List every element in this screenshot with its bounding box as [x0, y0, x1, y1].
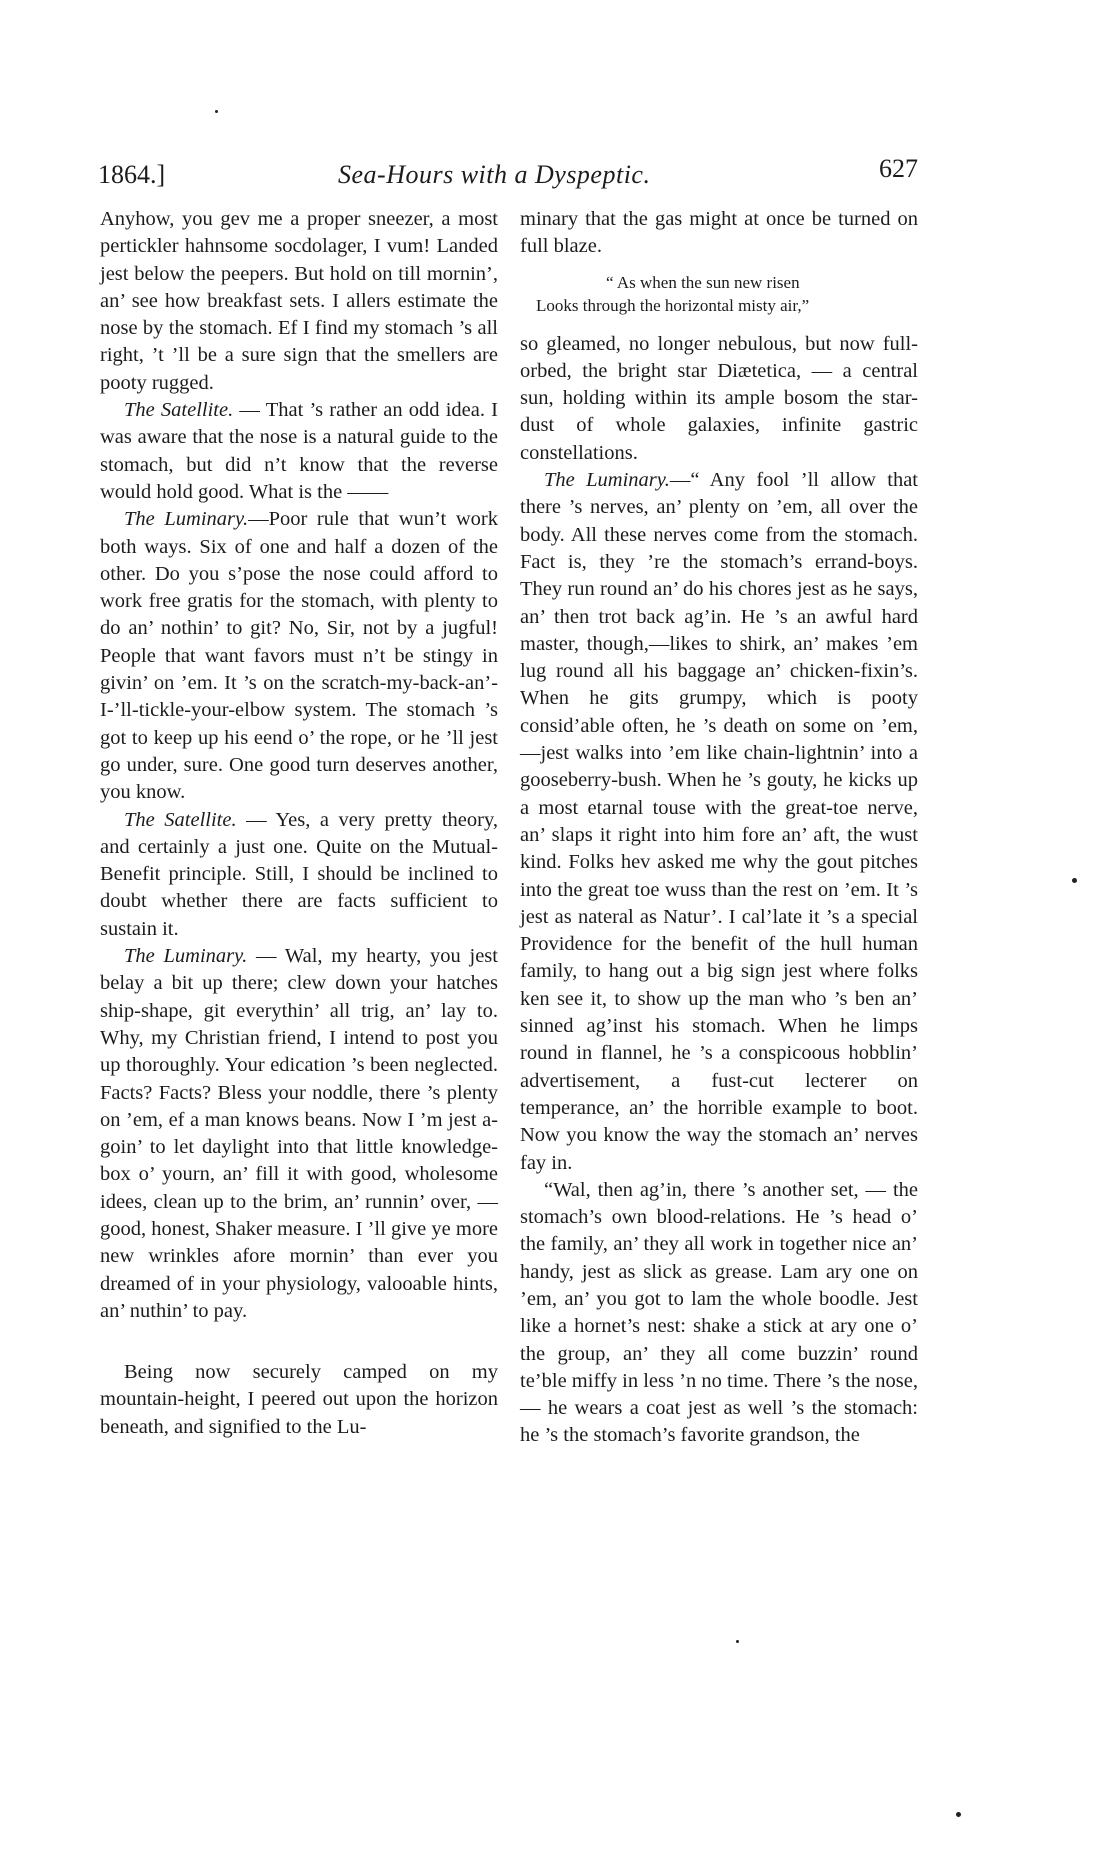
paragraph: “Wal, then ag’in, there ’s another set, — the stomach’s own blood-relations. He ’s head o’ the family, an’ they all work in together nice an’ handy, jest as slick as grease. Lam ary one on ’em, an’ you got to lam the whole boodle. Jest like a hornet’s nest: shake a stick at ary one o’ the group, an’ they all come buzzin’ round te’ble miffy in less ’n no time. There ’s the nose,— he wears a coat jest as well ’s the stomach: he ’s the stomach’s favorite grandson, the — [520, 1178, 918, 1447]
speaker-name: The Luminary. — [124, 508, 249, 531]
right-column — [520, 206, 918, 1450]
paragraph-text: —“ Any fool ’ll allow that there ’s nerves, an’ plenty on ’em, all over the body. All these nerves come from the stomach. Fact is, they ’re the stomach’s errand-boys. They run round an’ do his chores jest as he says, an’ then trot back ag’in. He ’s an awful hard master, though,—likes to shirk, an’ makes ’em lug round all his baggage an’ chicken-fixin’s. When he gits grumpy, which is pooty consid’able often, he ’s death on some on ’em, —jest walks into ’em like chain-lightnin’ into a gooseberry-bush. When he ’s gouty, he kicks up a most etarnal touse with the great-toe nerve, an’ slaps it right into him fore an’ aft, the wust kind. Folks hev asked me why the gout pitches into the great toe wuss than the rest on ’em. It ’s jest as nateral as Natur’. I cal’late it ’s a special Providence for the benefit of the hull human family, to hang out a big sign jest where folks ken see it, to show up the man who ’s ben an’ sinned ag’inst his stomach. When he limps round in flannel, he ’s a conspicoous hobblin’ advertisement, a fust-cut lecterer on temperance, an’ the horrible example to boot. Now you know the way the stomach an’ nerves fay in. — [520, 469, 918, 1174]
running-title: Sea-Hours with a Dyspeptic. — [338, 160, 651, 189]
paragraph-text: — Yes, a very pretty theory, and certainly a just one. Quite on the Mutual-Benefit principle. Still, I should be inclined to doubt whether there are facts sufficient to sustain it. — [100, 808, 498, 940]
speaker-name: The Luminary. — [544, 469, 670, 492]
paragraph: Being now securely camped on my mountain-height, I peered out upon the horizon beneath, and signified to the Lu- — [100, 1361, 498, 1438]
page-number: 627 — [879, 154, 918, 183]
paragraph: so gleamed, no longer nebulous, but now full-orbed, the bright star Diætetica, — a central sun, holding within its ample bosom the star-dust of whole galaxies, infinite gastric constellations. — [520, 332, 918, 464]
print-speck — [736, 1640, 739, 1643]
paragraph-text: — That ’s rather an odd idea. I was aware that the nose is a natural guide to the stomach, but did n’t know that the reverse would hold good. What is the —— — [100, 399, 498, 503]
paragraph-text: —Poor rule that wun’t work both ways. Six of one and half a dozen of the other. Do you s’pose the nose could afford to work free gratis for the stomach, with plenty to do an’ nothin’ to git? No, Sir, not by a jugful! People that want favors must n’t be stingy in givin’ on ’em. It ’s on the scratch-my-back-an’-I-’ll-tickle-your-elbow system. The stomach ’s got to keep up his eend o’ the rope, or he ’ll jest go under, sure. One good turn deserves another, you know. — [100, 508, 498, 804]
paragraph — [100, 943, 498, 1325]
paragraph — [100, 807, 498, 943]
paragraph — [100, 506, 498, 806]
quote-line: Looks through the horizontal misty air,” — [536, 295, 810, 315]
header-year: 1864.] — [98, 160, 166, 189]
print-speck — [215, 110, 218, 113]
print-speck — [1072, 878, 1077, 883]
speaker-name: The Satellite. — [124, 399, 234, 422]
quote-line: “ As when the sun new risen — [606, 272, 800, 292]
paragraph: Anyhow, you gev me a proper sneezer, a most pertickler hahnsome socdolager, I vum! Landed jest below the peepers. But hold on till mornin’, an’ see how breakfast sets. I allers estimate the nose by the stomach. Ef I find my stomach ’s all right, ’t ’ll be a sure sign that the smellers are pooty rugged. — [100, 208, 498, 394]
speaker-name: The Luminary. — [124, 945, 248, 968]
left-column — [100, 206, 498, 1441]
verse-quote — [520, 271, 918, 317]
paragraph — [520, 467, 918, 1177]
running-header — [98, 154, 918, 200]
paragraph — [100, 397, 498, 506]
speaker-name: The Satellite. — [124, 808, 237, 831]
paragraph-text: — Wal, my hearty, you jest belay a bit up there; clew down your hatches ship-shape, git everythin’ all trig, an’ lay to. Why, my Christian friend, I intend to post you up thoroughly. Your edication ’s been neglected. Facts? Facts? Bless your noddle, there ’s plenty on ’em, ef a man knows beans. Now I ’m jest a-goin’ to let daylight into that little knowledge-box o’ yourn, an’ fill it with good, wholesome idees, clean up to the brim, an’ runnin’ over, — good, honest, Shaker measure. I ’ll give ye more new wrinkles afore mornin’ than ever you dreamed of in your physiology, valooable hints, an’ nuthin’ to pay. — [100, 945, 498, 1322]
print-speck — [956, 1812, 961, 1817]
paragraph: minary that the gas might at once be turned on full blaze. — [520, 208, 918, 258]
